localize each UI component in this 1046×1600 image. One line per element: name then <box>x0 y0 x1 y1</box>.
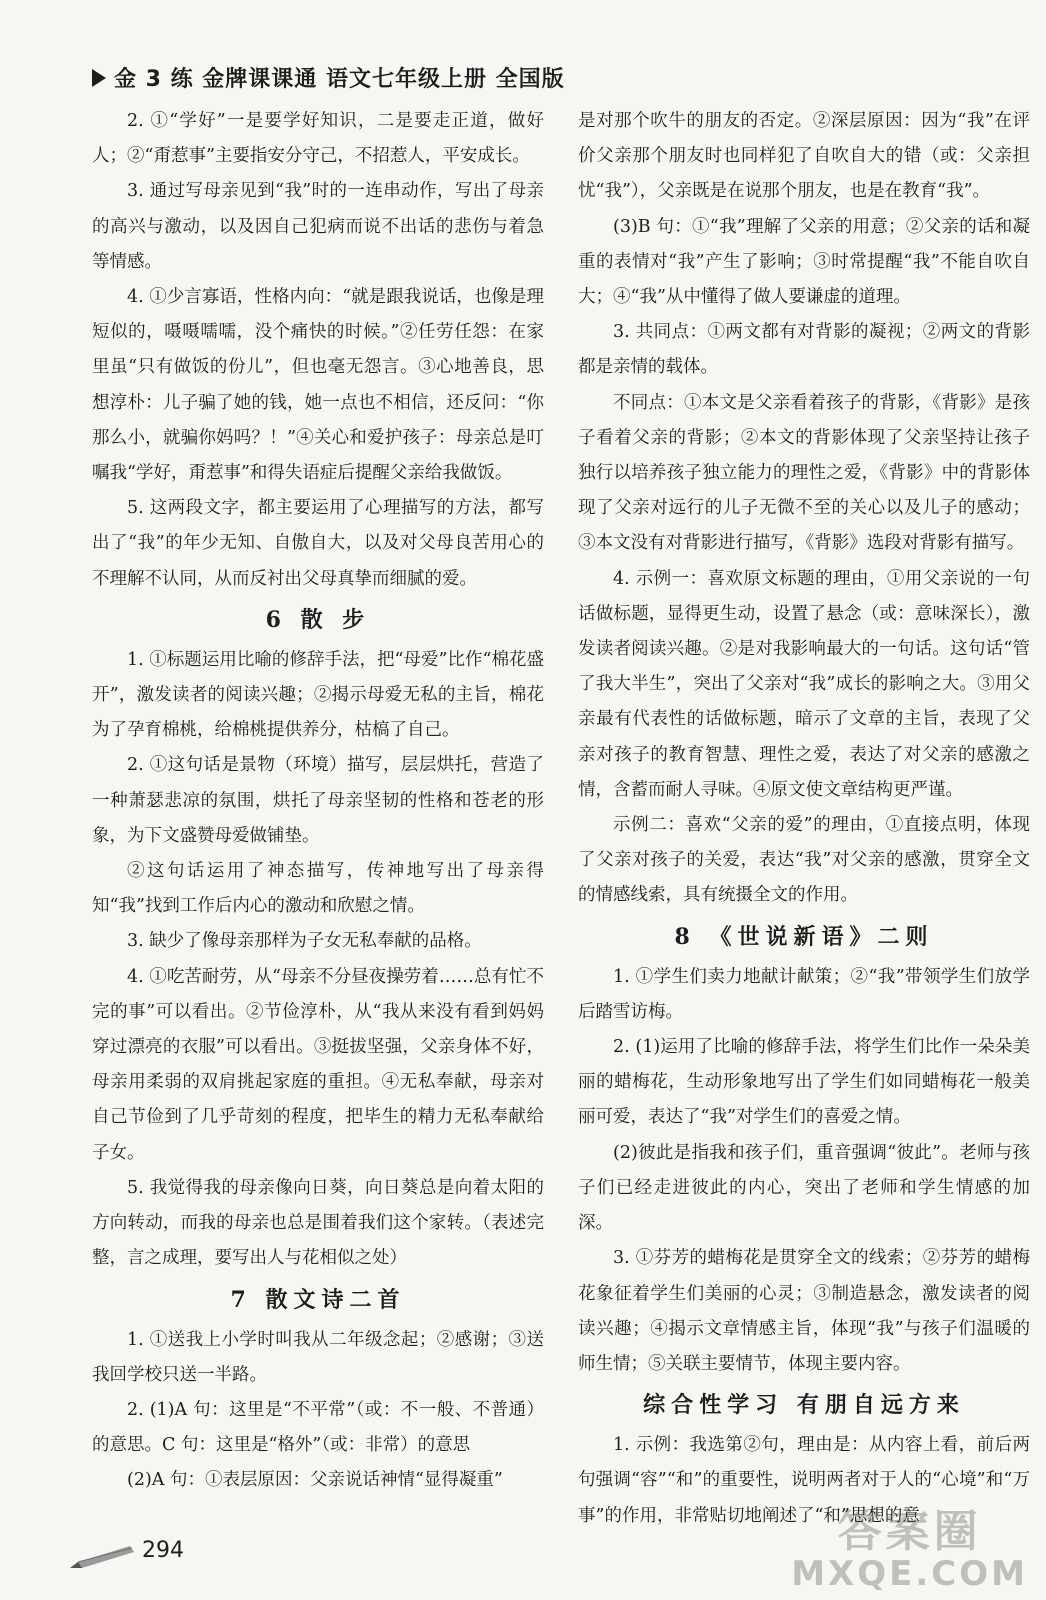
answer-paragraph: 1. ①送我上小学时叫我从二年级念起；②感谢；③送我回学校只送一半路。 <box>92 1329 544 1385</box>
answer-paragraph: 2. (1)运用了比喻的修辞手法，将学生们比作一朵朵美丽的蜡梅花，生动形象地写出了学生们如同蜡梅花一般美丽可爱，表达了“我”对学生们的喜爱之情。 <box>578 1037 1030 1128</box>
answer-paragraph: 是对那个吹牛的朋友的否定。②深层原因：因为“我”在评价父亲那个朋友时也同样犯了自吹自大的错（或：父亲担忧“我”），父亲既是在说那个朋友，也是在教育“我”。 <box>578 111 1030 202</box>
watermark-bottom: MXQE.COM <box>791 1554 1028 1594</box>
answer-paragraph: 1. ①学生们卖力地献计献策；②“我”带领学生们放学后踏雪访梅。 <box>578 966 1030 1022</box>
answer-paragraph: (2)彼此是指我和孩子们，重音强调“彼此”。老师与孩子们已经走进彼此的内心，突出了老师和学生情感的加深。 <box>578 1142 1030 1234</box>
answer-paragraph: 2. ①“学好”一是要学好知识，二是要走正道，做好人；②“甭惹事”主要指安分守己，不招惹人，平安成长。 <box>92 111 544 167</box>
page-footer <box>66 1538 184 1563</box>
answer-paragraph: (3)B 句：①“我”理解了父亲的用意；②父亲的话和凝重的表情对“我”产生了影响；③时常提醒“我”不能自吹自大；④“我”从中懂得了做人要谦虚的道理。 <box>578 216 1030 308</box>
right-column <box>578 104 1030 1534</box>
answer-paragraph: (2)A 句：①表层原因：父亲说话神情“显得凝重” <box>127 1470 503 1491</box>
page-number: 294 <box>142 1538 184 1563</box>
watermark-logo <box>791 1508 1028 1592</box>
answer-paragraph: 2. ①这句话是景物（环境）描写，层层烘托，营造了一种萧瑟悲凉的氛围，烘托了母亲坚韧的性格和苍老的形象，为下文盛赞母爱做铺垫。 <box>92 755 544 846</box>
answer-paragraph: 3. 缺少了像母亲那样为子女无私奉献的品格。 <box>127 931 482 952</box>
answer-paragraph: 2. (1)A 句：这里是“不平常”（或：不一般、不普通）的意思。C 句：这里是“格外”（或：非常）的意思 <box>92 1399 544 1456</box>
answer-paragraph: 1. 示例：我选第②句，理由是：从内容上看，前后两句强调“容”“和”的重要性，说明两者对于人的“心境”和“万事”的作用，非常贴切地阐述了“和”思想的意 <box>578 1435 1030 1526</box>
section-heading: 7 散文诗二首 <box>230 1286 406 1313</box>
running-header <box>92 62 565 93</box>
answer-paragraph: 3. 通过写母亲见到“我”时的一连串动作，写出了母亲的高兴与激动，以及因自己犯病而说不出话的悲伤与着急等情感。 <box>92 181 544 272</box>
left-column <box>92 104 544 1499</box>
watermark-top: 答案圈 <box>837 1506 982 1557</box>
pencil-icon <box>66 1544 136 1558</box>
answer-paragraph: 3. ①芬芳的蜡梅花是贯穿全文的线索；②芬芳的蜡梅花象征着学生们美丽的心灵；③制造悬念，激发读者的阅读兴趣；④揭示文章情感主旨，体现“我”与孩子们温暖的师生情；⑤关联主要情节，体现主要内容。 <box>578 1248 1030 1374</box>
answer-paragraph: 5. 这两段文字，都主要运用了心理描写的方法，都写出了“我”的年少无知、自傲自大，以及对父母良苦用心的不理解不认同，从而反衬出父母真挚而细腻的爱。 <box>92 498 544 589</box>
section-heading: 6 散 步 <box>265 606 371 633</box>
answer-paragraph: 4. ①少言寡语，性格内向：“就是跟我说话，也像是理短似的，嗫嗫嚅嚅，没个痛快的时候。”②任劳任怨：在家里虽“只有做饭的份儿”，但也毫无怨言。③心地善良，思想淳朴：儿子骗了她的钱，她一点也不相信，还反问：“你那么小，就骗你妈吗？！”④关心和爱护孩子：母亲总是叮嘱我“学好，甭惹事”和得失语症后提醒父亲给我做饭。 <box>92 287 544 484</box>
answer-paragraph: 示例二：喜欢“父亲的爱”的理由，①直接点明，体现了父亲对孩子的关爱，表达“我”对父亲的感激，贯穿全文的情感线索，具有统摄全文的作用。 <box>578 815 1030 906</box>
answer-paragraph: 不同点：①本文是父亲看着孩子的背影，《背影》是孩子看着父亲的背影；②本文的背影体现了父亲坚持让孩子独行以培养孩子独立能力的理性之爱，《背影》中的背影体现了父亲对远行的儿子无微不至的关心以及儿子的感动；③本文没有对背影进行描写，《背影》选段对背影有描写。 <box>578 392 1030 554</box>
section-heading: 综合性学习 有朋自远方来 <box>643 1392 965 1419</box>
header-title: 金 3 练 金牌课课通 语文七年级上册 全国版 <box>114 67 565 92</box>
triangle-arrow-icon <box>92 69 106 87</box>
answer-paragraph: 5. 我觉得我的母亲像向日葵，向日葵总是向着太阳的方向转动，而我的母亲也总是围着我们这个家转。（表述完整，言之成理，要写出人与花相似之处） <box>92 1177 544 1269</box>
section-heading: 8 《世说新语》二则 <box>674 923 934 950</box>
answer-paragraph: 4. ①吃苦耐劳，从“母亲不分昼夜操劳着……总有忙不完的事”可以看出。②节俭淳朴，从“我从来没有看到妈妈穿过漂亮的衣服”可以看出。③挺拔坚强，父亲身体不好，母亲用柔弱的双肩挑起家庭的重担。④无私奉献，母亲对自己节俭到了几乎苛刻的程度，把毕生的精力无私奉献给子女。 <box>92 966 544 1163</box>
answer-paragraph: ②这句话运用了神态描写，传神地写出了母亲得知“我”找到工作后内心的激动和欣慰之情。 <box>92 861 544 917</box>
answer-paragraph: 4. 示例一：喜欢原文标题的理由，①用父亲说的一句话做标题，显得更生动，设置了悬念（或：意味深长），激发读者阅读兴趣。②是对我影响最大的一句话。这句话“管了我大半生”，突出了父亲对“我”成长的影响之大。③用父亲最有代表性的话做标题，暗示了文章的主旨，表现了父亲对孩子的教育智慧、理性之爱，表达了对父亲的感激之情，含蓄而耐人寻味。④原文使文章结构更严谨。 <box>578 568 1030 800</box>
answer-paragraph: 3. 共同点：①两文都有对背影的凝视；②两文的背影都是亲情的载体。 <box>578 322 1030 378</box>
answer-paragraph: 1. ①标题运用比喻的修辞手法，把“母爱”比作“棉花盛开”，激发读者的阅读兴趣；②揭示母爱无私的主旨，棉花为了孕育棉桃，给棉桃提供养分，枯槁了自己。 <box>92 649 544 741</box>
